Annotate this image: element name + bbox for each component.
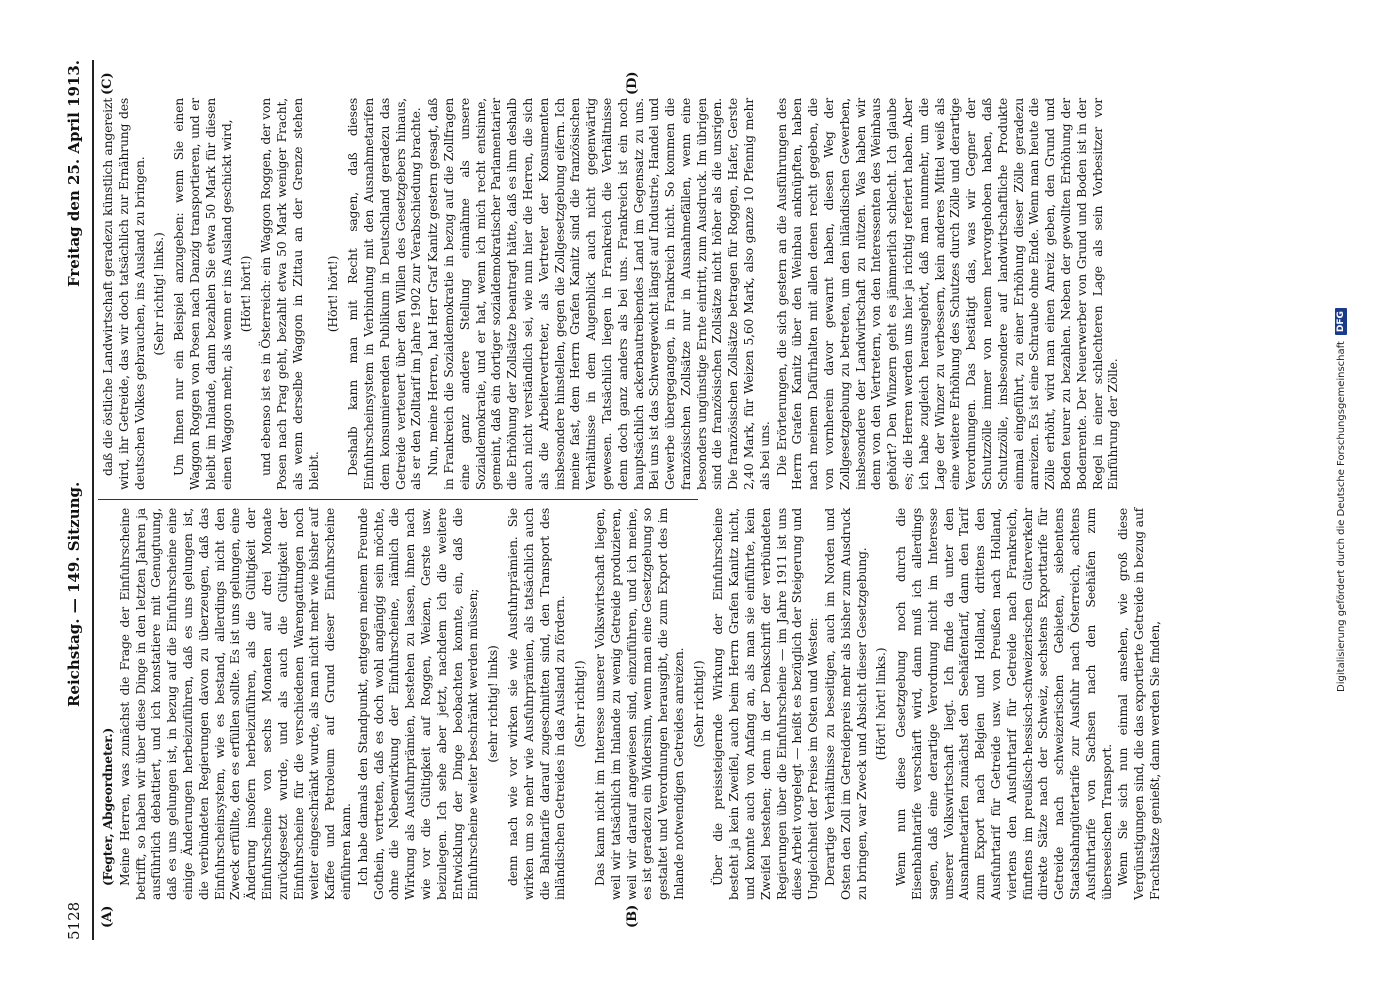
left-speaker: (Fegter, Abgeordneter.) bbox=[100, 727, 115, 886]
right-paragraph: daß die östliche Landwirtschaft geradezu künstlich angereizt wird, ihr Getreide, das wir doch tatsächlich zur Ernährung des deutschen Volkes gebrauchen, ins Ausland zu bringen. bbox=[100, 98, 147, 490]
left-interjection: (Sehr richtig!) bbox=[690, 660, 706, 748]
left-paragraph: Wenn nun diese Gesetzgebung noch durch die Eisenbahntarife verschärft wird, dann muß ich allerdings sagen, daß eine derartige Verordnung nicht im Interesse unserer Volkswirtschaft liegt. Ich finde da unter den Ausnahmetarifen zunächst den Seehäfentarif, dann den Tarif zum Export nach Belgien und Holland, drittens den Ausfuhrtarif für Getreide usw. von Preußen nach Holland, viertens den Ausfuhrtarif für Getreide nach Frankreich, fünftens im preußisch-hessisch-schweizerischen Güterverkehr direkte Sätze nach der Schweiz, sechstens Exporttarife für Getreide nach schweizerischen Gebieten, siebentens Staatsbahngütertarife zur Ausfuhr nach Österreich, achtens Ausfuhrtarife von Sachsen nach den Seehäfen zum überseeischen Transport. bbox=[893, 508, 1114, 900]
left-paragraph: Über die preissteigernde Wirkung der Einfuhrscheine besteht ja kein Zweifel, auch beim Herrn Grafen Kanitz nicht, und konnte auch von Anfang an, als man sie einführte, kein Zweifel bestehen; denn in der Denkschrift der verbündeten Regierungen über die Einfuhrscheine — im Jahre 1911 ist uns diese Arbeit vorgelegt — heißt es bezüglich der Steigerung und Ungleichheit der Preise im Osten und Westen: bbox=[710, 508, 821, 900]
left-interjection: (Sehr richtig!) bbox=[572, 660, 588, 748]
right-interjection: (Hört! hört!) bbox=[238, 255, 254, 333]
right-paragraph: Um Ihnen nur ein Beispiel anzugeben: wenn Sie einen Waggon Roggen von Posen nach Danzig transportieren, und er bleibt im Inlande, dann bezahlen Sie etwa 50 Mark für diesen einen Waggon mehr, als wenn er ins Ausland geschickt wird, bbox=[171, 98, 234, 490]
header-date: Freitag den 25. April 1913. bbox=[65, 60, 83, 287]
right-paragraph: Die Erörterungen, die sich gestern an die Ausführungen des Herrn Grafen Kanitz über den Weinbau anknüpften, haben nach meinem Dafürhalten mit allen denen recht gegeben, die von vornherein davor gewarnt haben, diesen Weg der Zollgesetzgebung zu betreten, um den inländischen Gewerben, insbesondere der Landwirtschaft zu nützen. Was haben wir denn von den Vertretern, von den Interessenten des Weinbaus gehört? Den Winzern geht es jämmerlich schlecht. Ich glaube es; die Herren werden uns hier ja richtig referiert haben. Aber ich habe zugleich herausgehört, daß man nunmehr, um die Lage der Winzer zu verbessern, kein anderes Mittel weiß als eine weitere Erhöhung des Schutzes durch Zölle und derartige Verordnungen. Das bestätigt das, was wir Gegner der Schutzzölle immer von neuem hervorgehoben haben, daß Schutzzölle, insbesondere auf landwirtschaftliche Produkte einmal eingeführt, zu einer Erhöhung dieser Zölle geradezu anreizen. Es ist eine Schraube ohne Ende. Wenn man heute die Zölle erhöht, wird man einen Anreiz geben, den Grund und Boden teurer zu bezahlen. Neben der gewollten Erhöhung der Bodenrente. Der Neuerwerber von Grund und Boden ist in der Regel in einer schlechteren Lage als sein Vorbesitzer vor Einführung der Zölle. bbox=[773, 98, 1121, 490]
left-paragraph: Das kann nicht im Interesse unserer Volkswirtschaft liegen, weil wir tatsächlich im Inlande zu wenig Getreide produzieren, weil wir darauf angewiesen sind, einzuführen, und ich meine, es ist geradezu ein Widersinn, wenn man eine Gesetzgebung so gestaltet und Verordnungen herausgibt, die zum Export des im Inlande notwendigen Getreides anreizen. bbox=[591, 508, 686, 900]
right-column bbox=[100, 98, 1122, 490]
column-divider bbox=[98, 499, 698, 500]
left-paragraph: Derartige Verhältnisse zu beseitigen, auch im Norden und Osten den Zoll im Getreidepreis mehr als bisher zum Ausdruck zu bringen, war Zweck und Absicht dieser Gesetzgebung. bbox=[822, 508, 869, 900]
margin-mark-d: (D) bbox=[625, 71, 640, 95]
left-paragraph: Ich habe damals den Standpunkt, entgegen meinem Freunde Gothein, vertreten, daß es doch wohl angängig sein möchte, ohne die Nebenwirkung der Einfuhrscheine, nämlich die Wirkung als Ausfuhrprämien, bestehen zu lassen, ihnen nach wie vor die Gültigkeit auf Roggen, Weizen, Gerste usw. beizulegen. Ich sehe aber jetzt, nachdem ich die weitere Entwicklung der Dinge beobachten konnte, ein, daß die Einfuhrscheine weiter beschränkt werden müssen; bbox=[354, 508, 481, 900]
left-interjection: (Hört! hört! links.) bbox=[873, 647, 889, 761]
dfg-logo: DFG bbox=[1335, 308, 1347, 335]
left-paragraph: Meine Herren, was zunächst die Frage der Einfuhrscheine betrifft, so haben wir über diese Dinge in den letzten Jahren ja ausführlich debattiert, und ich konstatiere mit Genugtuung, daß es uns gelungen ist, in bezug auf die Einfuhrscheine eine einige Änderungen herbeizuführen, daß es uns gelungen ist, die verbündeten Regierungen davon zu überzeugen, daß das Einfuhrscheinsystem, wie es bestand, allerdings nicht den Zweck erfüllte, den es erfüllen sollte. Es ist uns gelungen, eine Änderung insofern herbeizuführen, als die Gültigkeit der Einfuhrscheine von sechs Monaten auf drei Monate zurückgesetzt wurde, und als auch die Gültigkeit der Einfuhrscheine für die verschiedenen Warengattungen noch weiter eingeschränkt wurde, als man nicht mehr wie bisher auf Kaffee und Petroleum auf Grund dieser Einfuhrscheine einführen kann. bbox=[116, 508, 353, 900]
header-session: Reichstag. — 149. Sitzung. bbox=[65, 481, 83, 708]
right-paragraph: und ebenso ist es in Österreich: ein Waggon Roggen, der von Posen nach Prag geht, bezahlt etwa 50 Mark weniger Fracht, als wenn derselbe Waggon in Zittau an der Grenze stehen bleibt. bbox=[258, 98, 321, 490]
left-column bbox=[100, 508, 1164, 900]
margin-mark-a: (A) bbox=[100, 905, 115, 928]
right-interjection: (Hört! hört!) bbox=[325, 255, 341, 333]
page-header bbox=[60, 60, 94, 940]
margin-mark-b: (B) bbox=[625, 904, 640, 928]
margin-mark-c: (C) bbox=[100, 72, 115, 95]
left-interjection: (sehr richtig! links) bbox=[485, 645, 501, 763]
credit-text: Digitalisierung gefördert durch die Deutsche Forschungsgemeinschaft bbox=[1335, 341, 1347, 692]
page-number: 5128 bbox=[65, 901, 83, 940]
left-paragraph: Wenn Sie sich nun einmal ansehen, wie groß diese Vergünstigungen sind, die das exportierte Getreide in bezug auf Frachtsätze genießt, dann werden Sie finden, bbox=[1115, 508, 1162, 900]
left-paragraph: denn nach wie vor wirken sie wie Ausfuhrprämien. Sie wirken um so mehr wie Ausfuhrprämien, als tatsächlich auch die Bahntarife darauf zugeschnitten sind, den Transport des inländischen Getreides in das Ausland zu fördern. bbox=[504, 508, 568, 900]
right-paragraph: Deshalb kann man mit Recht sagen, daß dieses Einfuhrscheinsystem in Verbindung mit den Ausnahmetarifen dem konsumierenden Publikum in Deutschland geradezu das Getreide verteuert über den Willen des Gesetzgebers hinaus, als er den Zolltarif im Jahre 1902 zur Verabschiedung brachte. bbox=[345, 98, 424, 490]
right-paragraph: Nun, meine Herren, hat Herr Graf Kanitz gestern gesagt, daß in Frankreich die Sozialdemokratie in bezug auf die Zollfragen eine ganz andere Stellung einnähme als unsere Sozialdemokratie, und er hat, wenn ich mich recht entsinne, gemeint, daß ein dortiger sozialdemokratischer Parlamentarier die Erhöhung der Zollsätze beantragt hätte, daß es ihm deshalb auch nicht verständlich sei, wie nun hier die Herren, die sich als die Arbeitervertreter, als Vertreter der Konsumenten insbesondere hinstellen, gegen die Zollgesetzgebung eifern. Ich meine fast, dem Herrn Grafen Kanitz sind die französischen Verhältnisse in dem Augenblick auch nicht gegenwärtig gewesen. Tatsächlich liegen in Frankreich die Verhältnisse denn doch ganz anders als bei uns. Frankreich ist ein noch hauptsächlich ackerbautreibendes Land im Gegensatz zu uns. Bei uns ist das Schwergewicht längst auf Industrie, Handel und Gewerbe übergegangen, in Frankreich nicht. So kommen die französischen Zollsätze nur in Ausnahmefällen, wenn eine besonders ungünstige Ernte eintritt, zum Ausdruck. Im übrigen sind die französischen Zollsätze nicht höher als die unsrigen. Die französischen Zollsätze betragen für Roggen, Hafer, Gerste 2,40 Mark, für Weizen 5,60 Mark, also ganze 10 Pfennig mehr als bei uns. bbox=[425, 98, 772, 490]
right-interjection: (Sehr richtig! links.) bbox=[151, 232, 167, 356]
digitization-credit bbox=[1335, 30, 1347, 970]
